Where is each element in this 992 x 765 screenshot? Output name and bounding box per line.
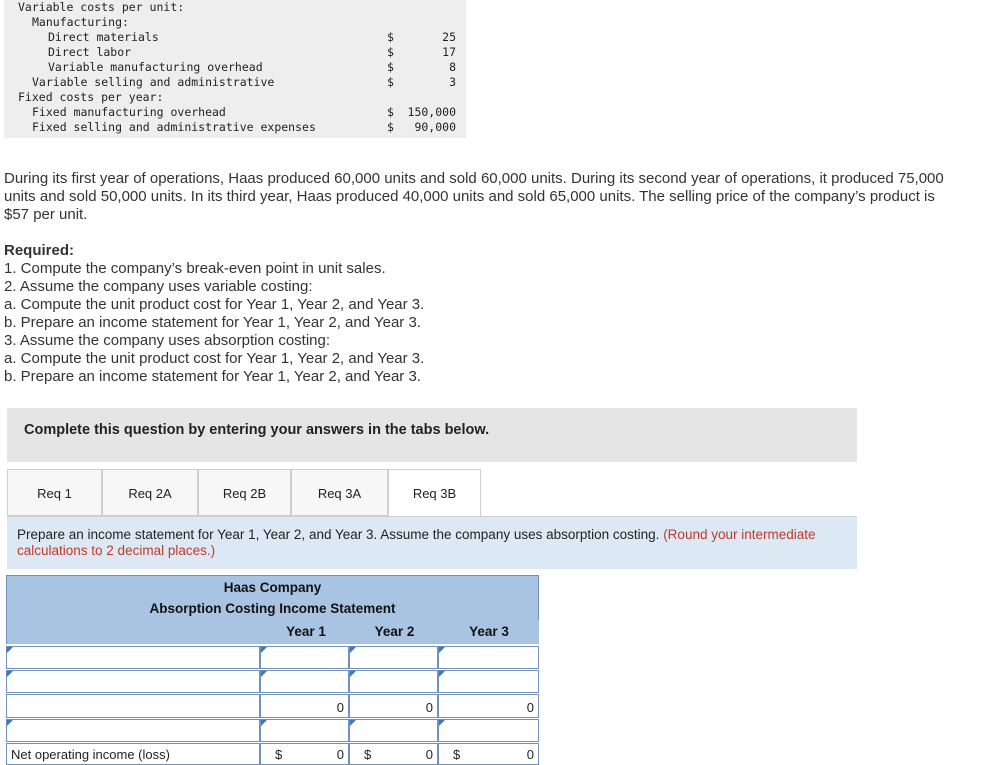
direct-materials-value: 25 — [442, 30, 456, 44]
row-4-year-1-input[interactable] — [260, 719, 349, 742]
fixed-selling-admin-dollar: $ — [387, 120, 394, 134]
fixed-mfg-overhead-label: Fixed manufacturing overhead — [32, 105, 226, 119]
direct-labor-value: 17 — [442, 45, 456, 59]
tab-req-1[interactable]: Req 1 — [7, 469, 102, 516]
column-year-3: Year 3 — [439, 620, 539, 644]
banner-text: Complete this question by entering your answers in the tabs below. — [24, 422, 490, 438]
statement-company: Haas Company — [6, 575, 539, 598]
row-4-label-input[interactable] — [6, 719, 260, 742]
tab-req-2a[interactable]: Req 2A — [102, 469, 198, 516]
variable-mfg-overhead-value: 8 — [449, 60, 456, 74]
variable-costs-heading: Variable costs per unit: — [18, 0, 185, 14]
net-income-year-3: 0 — [526, 747, 534, 762]
row-3-label — [6, 694, 260, 718]
column-year-1: Year 1 — [262, 620, 350, 644]
subtotal-year-3: 0 — [526, 700, 534, 715]
tab-req-3a[interactable]: Req 3A — [291, 469, 388, 516]
direct-materials-label: Direct materials — [48, 30, 159, 44]
row-3-year-3 — [438, 694, 539, 718]
direct-materials-dollar: $ — [387, 30, 394, 44]
problem-intro: During its first year of operations, Haas produced 60,000 units and sold 60,000 units. During its second year of operations, it produced 75,000 units and sold 50,000 units. In its third year, Haas produced 40,000 units and sold 65,000 units. The selling price of the company’s product is $57 per unit. — [4, 170, 944, 223]
fixed-selling-admin-value: 90,000 — [414, 120, 456, 134]
instruction-text: Prepare an income statement for Year 1, Year 2, and Year 3. Assume the company uses absorption costing. — [17, 527, 660, 542]
row-3-year-2 — [349, 694, 438, 718]
column-year-2: Year 2 — [350, 620, 439, 644]
net-income-label: Net operating income (loss) — [11, 747, 170, 762]
net-income-label-cell — [6, 743, 260, 765]
row-2-year-3-input[interactable] — [438, 670, 539, 693]
row-1-year-3-input[interactable] — [438, 646, 539, 669]
required-heading: Required: — [4, 242, 75, 259]
direct-labor-label: Direct labor — [48, 45, 132, 59]
row-4-year-2-input[interactable] — [349, 719, 438, 742]
net-income-year-3-cell — [438, 743, 539, 765]
fixed-selling-admin-label: Fixed selling and administrative expenses — [32, 120, 316, 134]
tab-req-3b[interactable]: Req 3B — [388, 469, 481, 517]
required-item: b. Prepare an income statement for Year 1, Year 2, and Year 3. — [4, 314, 421, 331]
required-section — [4, 242, 424, 386]
net-income-year-1-cell — [260, 743, 349, 765]
net-income-year-1: 0 — [336, 747, 344, 762]
cost-data-table — [4, 0, 466, 138]
direct-labor-dollar: $ — [387, 45, 394, 59]
subtotal-year-1: 0 — [336, 700, 344, 715]
subtotal-year-2: 0 — [425, 700, 433, 715]
net-income-year-2: 0 — [425, 747, 433, 762]
required-item: 3. Assume the company uses absorption costing: — [4, 332, 331, 349]
required-item: b. Prepare an income statement for Year 1, Year 2, and Year 3. — [4, 368, 421, 385]
income-statement — [6, 575, 539, 765]
instructions-banner — [7, 408, 857, 462]
tab-req-2b[interactable]: Req 2B — [198, 469, 291, 516]
statement-title: Absorption Costing Income Statement — [6, 598, 539, 620]
tab-instruction — [7, 517, 857, 569]
required-item: a. Compute the unit product cost for Year 1, Year 2, and Year 3. — [4, 350, 425, 367]
variable-selling-admin-value: 3 — [449, 75, 456, 89]
row-4-year-3-input[interactable] — [438, 719, 539, 742]
manufacturing-heading: Manufacturing: — [32, 15, 129, 29]
net-income-year-2-dollar: $ — [364, 747, 372, 762]
row-1-year-1-input[interactable] — [260, 646, 349, 669]
net-income-year-3-dollar: $ — [453, 747, 461, 762]
variable-mfg-overhead-dollar: $ — [387, 60, 394, 74]
fixed-costs-heading: Fixed costs per year: — [18, 90, 164, 104]
row-2-year-1-input[interactable] — [260, 670, 349, 693]
fixed-mfg-overhead-dollar: $ — [387, 105, 394, 119]
variable-mfg-overhead-label: Variable manufacturing overhead — [48, 60, 263, 74]
variable-selling-admin-dollar: $ — [387, 75, 394, 89]
row-2-year-2-input[interactable] — [349, 670, 438, 693]
row-2-label-input[interactable] — [6, 670, 260, 693]
required-item: a. Compute the unit product cost for Year 1, Year 2, and Year 3. — [4, 296, 425, 313]
row-1-year-2-input[interactable] — [349, 646, 438, 669]
row-1-label-input[interactable] — [6, 646, 260, 669]
variable-selling-admin-label: Variable selling and administrative — [32, 75, 275, 89]
row-3-year-1 — [260, 694, 349, 718]
required-item: 2. Assume the company uses variable costing: — [4, 278, 313, 295]
required-item: 1. Compute the company’s break-even point in unit sales. — [4, 260, 386, 277]
fixed-mfg-overhead-value: 150,000 — [407, 105, 456, 119]
rounding-note: (Round your intermediate calculations to 2 decimal places.) — [17, 527, 816, 558]
net-income-year-2-cell — [349, 743, 438, 765]
net-income-year-1-dollar: $ — [275, 747, 283, 762]
